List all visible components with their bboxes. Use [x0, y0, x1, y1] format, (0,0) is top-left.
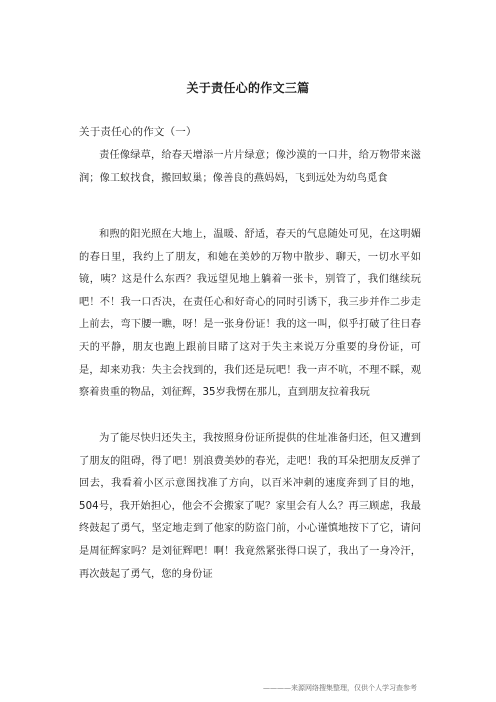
paragraph-1	[79, 145, 421, 190]
document-subtitle: 关于责任心的作文（一）	[79, 126, 197, 138]
document-title: 关于责任心的作文三篇	[186, 81, 310, 95]
paragraph-2	[79, 224, 421, 405]
paragraph-3	[79, 428, 421, 586]
paragraph-1-text: 责任像绿草，给春天增添一片片绿意；像沙漠的一口井，给万物带来滋润；像工蚁找食，搬回蚁巢；像善良的燕妈妈，飞到远处为幼鸟觅食	[79, 150, 421, 184]
source-footer: ————来源网络搜集整理，仅供个人学习查参考	[263, 684, 417, 692]
paragraph-3-text: 为了能尽快归还失主，我按照身份证所提供的住址准备归还，但又遭到了朋友的阻碍，得了吧！别浪费美妙的春光，走吧！我的耳朵把朋友反弹了回去，我看着小区示意图找准了方向，以百米冲刺的速度奔到了目的地，504号，我开始担心，他会不会搬家了呢？家里会有人么？再三顾虑，我最终鼓起了勇气，坚定地走到了他家的防盗门前，小心谨慎地按下了它，请问是周征辉家吗？是刘征辉吧！啊！我竟然紧张得口误了，我出了一身冷汗，再次鼓起了勇气，您的身份证	[79, 433, 421, 580]
paragraph-2-text: 和煦的阳光照在大地上，温暖、舒适，春天的气息随处可见，在这明媚的春日里，我约上了朋友，和她在美妙的万物中散步、聊天，一切水平如镜，咦？这是什么东西？我远望见地上躺着一张卡，别管了，我们继续玩吧！不！我一口否决，在责任心和好奇心的同时引诱下，我三步并作二步走上前去，弯下腰一瞧，呀！是一张身份证！我的这一叫，似乎打破了往日春天的平静，朋友也跑上跟前目睹了这对于失主来说万分重要的身份证，可是，却来劝我：失主会找到的，我们还是玩吧！我一声不吭，不理不睬，观察着贵重的物品，刘征辉，35岁我愣在那儿，直到朋友拉着我玩	[79, 229, 421, 399]
